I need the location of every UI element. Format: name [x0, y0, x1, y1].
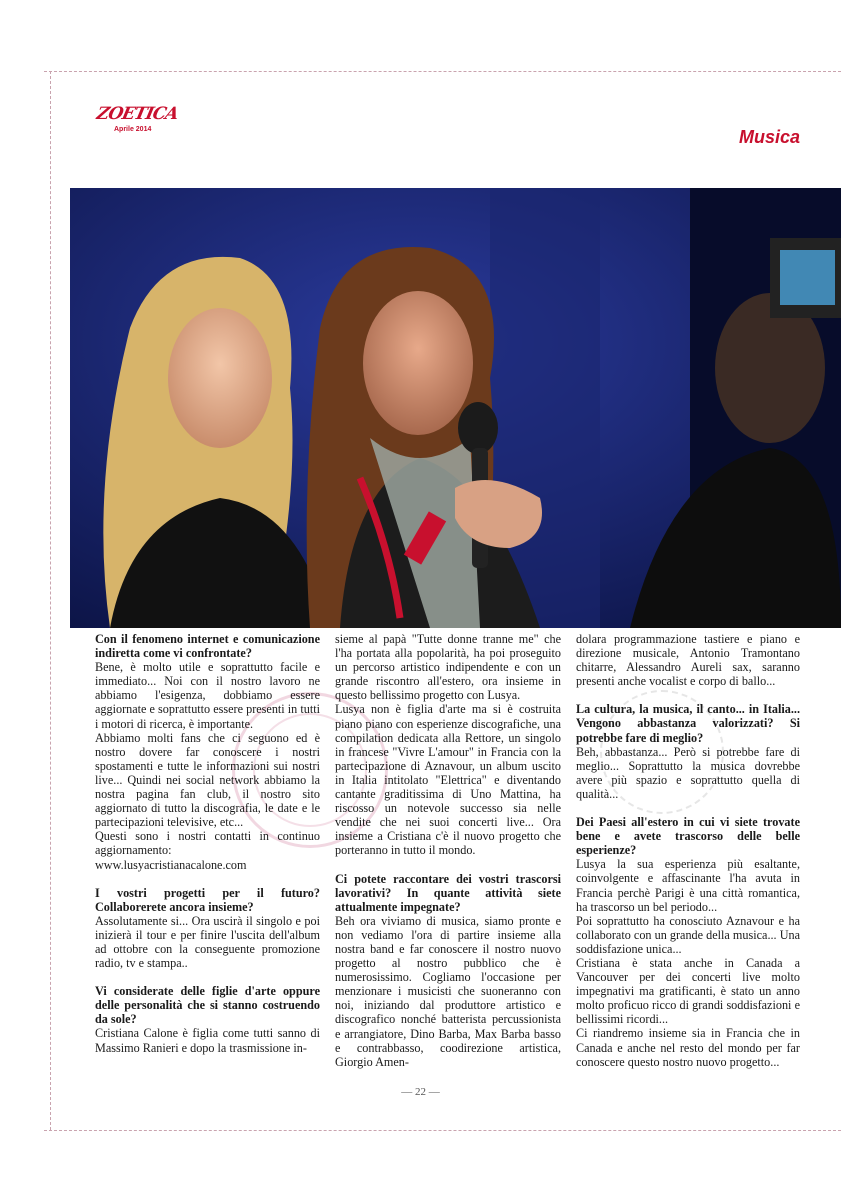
- text-column-1: [95, 632, 320, 1069]
- question: Ci potete raccontare dei vostri trascorsi lavorativi? In quante attività siete attualmente impegnate?: [335, 871, 561, 914]
- answer: Abbiamo molti fans che ci seguono ed è nostro dovere far conoscere i nostri spostamenti e tutte le informazioni sui nostri live... Quindi nei social network abbiamo la nostra pagina fan club, il nostro sito aggiornato di tutto la discografia, le date e le partecipazioni televisive, etc...: [95, 730, 320, 830]
- crop-line-left: [50, 71, 51, 1130]
- text-column-3: [576, 632, 800, 1083]
- answer: Beh ora viviamo di musica, siamo pronte e non vediamo l'ora di partire insieme alla nostra band e far conoscere il nostro nuovo progetto al nostro pubblico che è numerosissimo. Cogliamo l'occasione per menzionare i musicisti che suoneranno con noi, iniziando dal produttore artistico e discografico nonché batterista percussionista e arrangiatore, Dino Barba, Max Barba basso e contrabbasso, coodirezione artistica, Giorgio Amen-: [335, 913, 561, 1069]
- answer: dolara programmazione tastiere e piano e direzione musicale, Antonio Tramontano chitarre, Alessandro Aureli sax, saranno presenti anche vocalist e corpo di ballo...: [576, 632, 800, 689]
- magazine-logo: ZOETICA: [94, 104, 180, 124]
- answer: Lusya non è figlia d'arte ma si è costruita piano piano con esperienze discografiche, una compilation dedicata alla Rettore, un singolo in francese "Vivre L'amour" in Francia con la partecipazione di Aznavour, un album uscito in Italia intitolato "Elettrica" e diventando cantante graditissima di Uno Mattina, ha riscosso un notevole successo sia nelle vendite che nei suoi concerti live... Ora insieme a Cristiana c'è il nuovo progetto che porteranno in tutto il mondo.: [335, 702, 561, 858]
- question: Con il fenomeno internet e comunicazione indiretta come vi confrontate?: [95, 632, 320, 661]
- answer: Ci riandremo insieme sia in Francia che in Canada e anche nel resto del mondo per far conoscere questo nostro nuovo progetto...: [576, 1026, 800, 1069]
- answer: Cristiana è stata anche in Canada a Vancouver per dei concerti live molto impegnativi ma gratificanti, è stato un anno molto proficuo ricco di grandi soddisfazioni e bellissimi ricordi...: [576, 955, 800, 1027]
- answer: Poi soprattutto ha conosciuto Aznavour e ha collaborato con un grande della musica... Una soddisfazione unica...: [576, 913, 800, 956]
- section-title: Musica: [738, 127, 800, 147]
- answer: Lusya la sua esperienza più esaltante, coinvolgente e affascinante l'ha avuta in Francia perchè Parigi è una città romantica, ha trascorso un bel periodo...: [576, 857, 800, 914]
- crop-line-top: [44, 71, 841, 72]
- microphone-icon: [458, 402, 498, 454]
- website-text: www.lusyacristianacalone.com: [95, 857, 247, 872]
- interview-photo: [70, 188, 841, 628]
- answer: Questi sono i nostri contatti in continuo aggiornamento:: [95, 829, 320, 858]
- page-number: — 22 —: [401, 1086, 440, 1098]
- text-column-2: [335, 632, 561, 1083]
- question: Vi considerate delle figlie d'arte oppure delle personalità che si stanno costruendo da sole?: [95, 984, 320, 1027]
- answer: sieme al papà "Tutte donne tranne me" che l'ha portata alla popolarità, ha poi proseguito un percorso artistico indipendente e con un grande riscontro all'estero, ora insieme in questo bellissimo progetto con Lusya.: [335, 632, 561, 703]
- answer: Cristiana Calone è figlia come tutti sanno di Massimo Ranieri e dopo la trasmissione in-: [95, 1026, 320, 1055]
- answer: Assolutamente si... Ora uscirà il singolo e poi inizierà il tour e per finire l'uscita dell'album ad ottobre con la conseguente promozione radio, tv e stampa..: [95, 913, 320, 971]
- question: I vostri progetti per il futuro? Collaborerete ancora insieme?: [95, 885, 320, 914]
- question: La cultura, la musica, il canto... in Italia... Vengono abbastanza valorizzati? Si potrebbe fare di meglio?: [576, 702, 800, 745]
- answer: Bene, è molto utile e soprattutto facile e immediato... Noi con il nostro lavoro ne abbiamo l'esigenza, dobbiamo essere aggiornate e soprattutto essere presenti in tutti i motori di ricerca, è importante.: [95, 660, 320, 731]
- crop-line-bottom: [44, 1130, 841, 1131]
- answer: Beh, abbastanza... Però si potrebbe fare di meglio... Soprattutto la musica dovrebbe avere più spazio e soprattutto quella di qualità...: [576, 744, 800, 801]
- issue-date: Aprile 2014: [114, 126, 152, 133]
- question: Dei Paesi all'estero in cui vi siete trovate bene e avete trascorso delle belle esperienze?: [576, 815, 800, 858]
